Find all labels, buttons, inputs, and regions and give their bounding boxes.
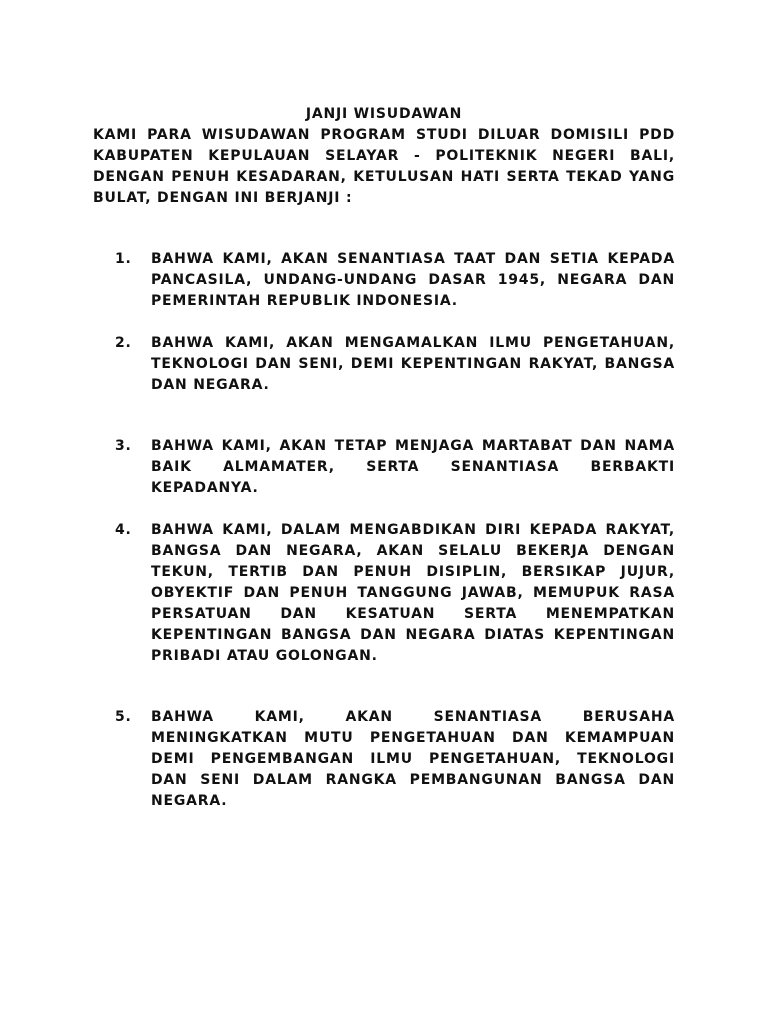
pledge-text: BAHWA KAMI, AKAN MENGAMALKAN ILMU PENGETAHUAN, TEKNOLOGI DAN SENI, DEMI KEPENTINGAN RAKYAT, BANGSA DAN NEGARA.	[151, 335, 675, 393]
pledge-number: 2.	[115, 335, 132, 351]
pledge-text: BAHWA KAMI, DALAM MENGABDIKAN DIRI KEPADA RAKYAT, BANGSA DAN NEGARA, AKAN SELALU BEKERJA DENGAN TEKUN, TERTIB DAN PENUH DISIPLIN, BERSIKAP JUJUR, OBYEKTIF DAN PENUH TANGGUNG JAWAB, MEMUPUK RASA PERSATUAN DAN KESATUAN SERTA MENEMPATKAN KEPENTINGAN BANGSA DAN NEGARA DIATAS KEPENTINGAN PRIBADI ATAU GOLONGAN.	[151, 522, 675, 664]
pledge-item	[93, 249, 675, 312]
pledge-number: 5.	[115, 709, 132, 725]
pledge-text: BAHWA KAMI, AKAN TETAP MENJAGA MARTABAT DAN NAMA BAIK ALMAMATER, SERTA SENANTIASA BERBAKTI KEPADANYA.	[151, 438, 675, 496]
pledge-item	[93, 333, 675, 396]
intro-paragraph: KAMI PARA WISUDAWAN PROGRAM STUDI DILUAR DOMISILI PDD KABUPATEN KEPULAUAN SELAYAR - POLITEKNIK NEGERI BALI, DENGAN PENUH KESADARAN, KETULUSAN HATI SERTA TEKAD YANG BULAT, DENGAN INI BERJANJI :	[93, 127, 675, 206]
pledge-number: 3.	[115, 438, 132, 454]
pledge-list	[93, 249, 675, 812]
pledge-number: 4.	[115, 522, 132, 538]
document-title: JANJI WISUDAWAN	[305, 106, 463, 122]
pledge-item	[93, 520, 675, 667]
document-body	[93, 104, 675, 812]
pledge-number: 1.	[115, 251, 132, 267]
pledge-text: BAHWA KAMI, AKAN SENANTIASA BERUSAHA MENINGKATKAN MUTU PENGETAHUAN DAN KEMAMPUAN DEMI PENGEMBANGAN ILMU PENGETAHUAN, TEKNOLOGI DAN SENI DALAM RANGKA PEMBANGUNAN BANGSA DAN NEGARA.	[151, 709, 675, 809]
pledge-item	[93, 436, 675, 499]
pledge-item	[93, 707, 675, 812]
pledge-text: BAHWA KAMI, AKAN SENANTIASA TAAT DAN SETIA KEPADA PANCASILA, UNDANG-UNDANG DASAR 1945, NEGARA DAN PEMERINTAH REPUBLIK INDONESIA.	[151, 251, 675, 309]
